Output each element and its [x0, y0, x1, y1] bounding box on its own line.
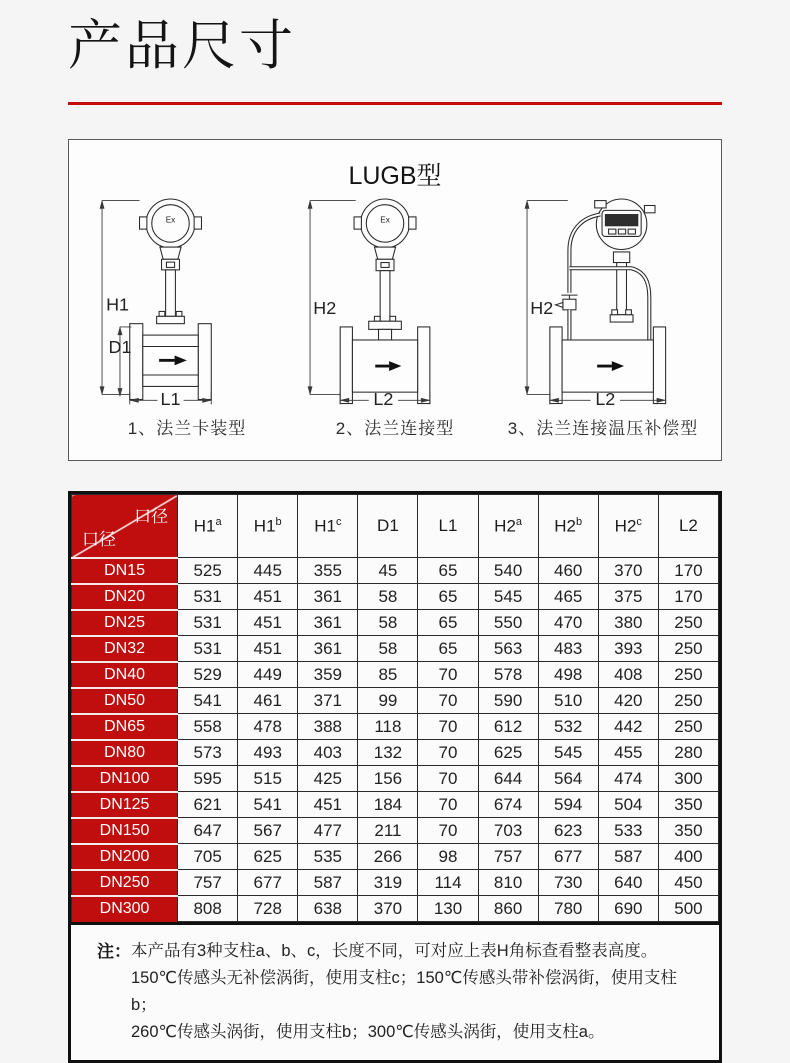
dim-value: 451: [238, 636, 298, 662]
row-header-DN50: DN50: [72, 688, 178, 714]
dim-value: 541: [238, 792, 298, 818]
dim-value: 757: [178, 870, 238, 896]
dim-value: 625: [478, 740, 538, 766]
row-header-DN125: DN125: [72, 792, 178, 818]
dim-value: 445: [238, 558, 298, 584]
dim-value: 450: [658, 870, 718, 896]
row-header-DN25: DN25: [72, 610, 178, 636]
dim-value: 130: [418, 896, 478, 922]
dim-value: 400: [658, 844, 718, 870]
diagram-flange-connection: [297, 190, 460, 406]
dim-value: 156: [358, 766, 418, 792]
caption-flange-clamp: 1、法兰卡装型: [127, 419, 247, 438]
dim-label-h2: H2: [529, 297, 553, 318]
dim-value: 350: [658, 818, 718, 844]
dim-value: 623: [538, 818, 598, 844]
table-row: [72, 636, 719, 662]
dim-value: 70: [418, 766, 478, 792]
flowmeter-drawing-2: [297, 190, 460, 406]
table-row: [72, 844, 719, 870]
dim-value: 677: [238, 870, 298, 896]
dim-value: 532: [538, 714, 598, 740]
corner-label-top: 口径: [134, 507, 169, 526]
dim-value: 70: [418, 792, 478, 818]
note-lines: [131, 938, 701, 1046]
dim-value: 728: [238, 896, 298, 922]
dim-value: 563: [478, 636, 538, 662]
dim-value: 525: [178, 558, 238, 584]
dim-value: 535: [298, 844, 358, 870]
dim-value: 465: [538, 584, 598, 610]
dim-value: 558: [178, 714, 238, 740]
dim-value: 531: [178, 584, 238, 610]
dim-value: 70: [418, 688, 478, 714]
row-header-DN300: DN300: [72, 896, 178, 922]
dim-value: 545: [478, 584, 538, 610]
dim-value: 393: [598, 636, 658, 662]
dim-value: 533: [598, 818, 658, 844]
diagram-captions: [83, 414, 707, 439]
dim-value: 612: [478, 714, 538, 740]
dim-value: 350: [658, 792, 718, 818]
dim-value: 478: [238, 714, 298, 740]
table-row: [72, 740, 719, 766]
dim-value: 451: [238, 584, 298, 610]
dim-value: 58: [358, 610, 418, 636]
dim-value: 483: [538, 636, 598, 662]
dim-value: 58: [358, 636, 418, 662]
table-row: [72, 558, 719, 584]
row-header-DN150: DN150: [72, 818, 178, 844]
dim-value: 550: [478, 610, 538, 636]
dim-value: 98: [418, 844, 478, 870]
dim-value: 590: [478, 688, 538, 714]
dim-value: 359: [298, 662, 358, 688]
dim-value: 65: [418, 636, 478, 662]
dim-value: 250: [658, 714, 718, 740]
dim-value: 361: [298, 636, 358, 662]
dim-label-l1: L1: [160, 389, 181, 406]
col-header-H1b: H1$^b$: [238, 495, 298, 558]
row-header-DN40: DN40: [72, 662, 178, 688]
diagram-panel: [68, 139, 722, 461]
dim-value: 644: [478, 766, 538, 792]
table-row: [72, 896, 719, 922]
dim-value: 45: [358, 558, 418, 584]
dim-label-l2: L2: [594, 389, 615, 406]
note-label: 注：: [97, 942, 131, 961]
diagram-flange-clamp: [89, 190, 244, 406]
dim-value: 705: [178, 844, 238, 870]
dim-value: 493: [238, 740, 298, 766]
dim-value: 808: [178, 896, 238, 922]
dim-value: 451: [238, 610, 298, 636]
dim-value: 477: [298, 818, 358, 844]
dim-value: 504: [598, 792, 658, 818]
dim-value: 647: [178, 818, 238, 844]
dim-value: 380: [598, 610, 658, 636]
dim-value: 449: [238, 662, 298, 688]
table-row: [72, 766, 719, 792]
dim-value: 470: [538, 610, 598, 636]
dim-value: 638: [298, 896, 358, 922]
dim-value: 420: [598, 688, 658, 714]
row-header-DN200: DN200: [72, 844, 178, 870]
dim-value: 460: [538, 558, 598, 584]
corner-label-bottom: 口径: [82, 529, 116, 549]
dim-value: 70: [418, 740, 478, 766]
note: [71, 922, 719, 1060]
dim-value: 860: [478, 896, 538, 922]
dim-value: 810: [478, 870, 538, 896]
dim-value: 114: [418, 870, 478, 896]
dim-value: 371: [298, 688, 358, 714]
dim-value: 690: [598, 896, 658, 922]
series-title: LUGB型: [348, 162, 442, 190]
col-header-L2: L2: [658, 495, 718, 558]
dim-value: 65: [418, 610, 478, 636]
pressure-tube-left: [569, 214, 600, 292]
note-line-2: 150℃传感头无补偿涡街，使用支柱c；150℃传感头带补偿涡街，使用支柱b；: [131, 969, 677, 1014]
dim-label-h1: H1: [106, 294, 130, 315]
dim-label-d1: D1: [108, 337, 132, 358]
dim-value: 730: [538, 870, 598, 896]
dim-value: 319: [358, 870, 418, 896]
caption-flange-connection: 2、法兰连接型: [335, 419, 455, 438]
dim-value: 361: [298, 610, 358, 636]
note-line-3: 260℃传感头涡街，使用支柱b；300℃传感头涡街，使用支柱a。: [131, 1023, 605, 1041]
dim-value: 170: [658, 558, 718, 584]
dim-value: 531: [178, 636, 238, 662]
dim-value: 425: [298, 766, 358, 792]
dim-value: 573: [178, 740, 238, 766]
dim-value: 65: [418, 558, 478, 584]
title-underline: [68, 102, 722, 105]
dim-value: 388: [298, 714, 358, 740]
col-header-H1c: H1$^c$: [298, 495, 358, 558]
flowmeter-drawing-3: [514, 190, 701, 406]
dim-value: 403: [298, 740, 358, 766]
dim-value: 58: [358, 584, 418, 610]
dim-value: 455: [598, 740, 658, 766]
dim-value: 515: [238, 766, 298, 792]
col-header-H2b: H2$^b$: [538, 495, 598, 558]
dim-value: 451: [298, 792, 358, 818]
dim-value: 540: [478, 558, 538, 584]
table-row: [72, 584, 719, 610]
dim-value: 564: [538, 766, 598, 792]
col-header-D1: D1: [358, 495, 418, 558]
dim-value: 529: [178, 662, 238, 688]
dim-value: 674: [478, 792, 538, 818]
row-header-DN15: DN15: [72, 558, 178, 584]
dim-value: 280: [658, 740, 718, 766]
dim-value: 370: [598, 558, 658, 584]
dim-value: 780: [538, 896, 598, 922]
row-header-DN100: DN100: [72, 766, 178, 792]
dim-value: 170: [658, 584, 718, 610]
note-line-1: 本产品有3种支柱a、b、c，长度不同，可对应上表H角标查看整表高度。: [131, 942, 658, 960]
row-header-DN80: DN80: [72, 740, 178, 766]
row-header-DN20: DN20: [72, 584, 178, 610]
col-header-H2a: H2$^a$: [478, 495, 538, 558]
lcd-display: [605, 214, 638, 225]
dim-value: 300: [658, 766, 718, 792]
dim-value: 370: [358, 896, 418, 922]
dim-value: 442: [598, 714, 658, 740]
corner-cell: [72, 495, 178, 558]
header-row: [72, 495, 719, 558]
table-row: [72, 792, 719, 818]
col-header-L1: L1: [418, 495, 478, 558]
dim-value: 703: [478, 818, 538, 844]
ex-marking: Ex: [380, 215, 390, 225]
col-header-H2c: H2$^c$: [598, 495, 658, 558]
valve: [562, 299, 575, 310]
dim-label-l2: L2: [373, 389, 394, 406]
dim-value: 757: [478, 844, 538, 870]
dim-value: 65: [418, 584, 478, 610]
table-row: [72, 662, 719, 688]
row-header-DN32: DN32: [72, 636, 178, 662]
dim-value: 461: [238, 688, 298, 714]
dim-label-h2: H2: [313, 297, 337, 318]
ex-marking: Ex: [165, 215, 176, 225]
dim-value: 498: [538, 662, 598, 688]
dimension-table: [71, 494, 719, 922]
dim-value: 118: [358, 714, 418, 740]
col-header-H1a: H1$^a$: [178, 495, 238, 558]
dim-value: 640: [598, 870, 658, 896]
diagram-temp-pressure-compensation: [514, 190, 701, 406]
table-row: [72, 610, 719, 636]
pressure-tube-right: [569, 268, 649, 340]
dim-value: 85: [358, 662, 418, 688]
dim-value: 99: [358, 688, 418, 714]
dim-value: 567: [238, 818, 298, 844]
row-header-DN250: DN250: [72, 870, 178, 896]
dim-value: 510: [538, 688, 598, 714]
dim-value: 70: [418, 818, 478, 844]
flowmeter-drawing-1: [89, 190, 244, 406]
dim-value: 355: [298, 558, 358, 584]
caption-temp-pressure-compensation: 3、法兰连接温压补偿型: [507, 419, 699, 438]
dim-value: 500: [658, 896, 718, 922]
table-row: [72, 870, 719, 896]
dim-value: 587: [598, 844, 658, 870]
dim-value: 361: [298, 584, 358, 610]
dim-value: 132: [358, 740, 418, 766]
table-row: [72, 714, 719, 740]
dim-value: 578: [478, 662, 538, 688]
dim-value: 375: [598, 584, 658, 610]
row-header-DN65: DN65: [72, 714, 178, 740]
dim-value: 250: [658, 636, 718, 662]
dim-value: 408: [598, 662, 658, 688]
diagram-row: [83, 190, 707, 410]
table-body: [72, 558, 719, 922]
dimension-table-container: [68, 491, 722, 1063]
dim-value: 250: [658, 610, 718, 636]
page-title: 产品尺寸: [68, 16, 296, 76]
dim-value: 545: [538, 740, 598, 766]
dim-value: 250: [658, 688, 718, 714]
dim-value: 70: [418, 662, 478, 688]
dim-value: 677: [538, 844, 598, 870]
dim-value: 594: [538, 792, 598, 818]
dim-value: 474: [598, 766, 658, 792]
dim-value: 595: [178, 766, 238, 792]
dim-value: 587: [298, 870, 358, 896]
dim-value: 541: [178, 688, 238, 714]
table-row: [72, 688, 719, 714]
dim-value: 625: [238, 844, 298, 870]
dim-value: 266: [358, 844, 418, 870]
table-row: [72, 818, 719, 844]
dim-value: 250: [658, 662, 718, 688]
dim-value: 70: [418, 714, 478, 740]
dim-value: 184: [358, 792, 418, 818]
dim-value: 531: [178, 610, 238, 636]
dim-value: 621: [178, 792, 238, 818]
dim-value: 211: [358, 818, 418, 844]
